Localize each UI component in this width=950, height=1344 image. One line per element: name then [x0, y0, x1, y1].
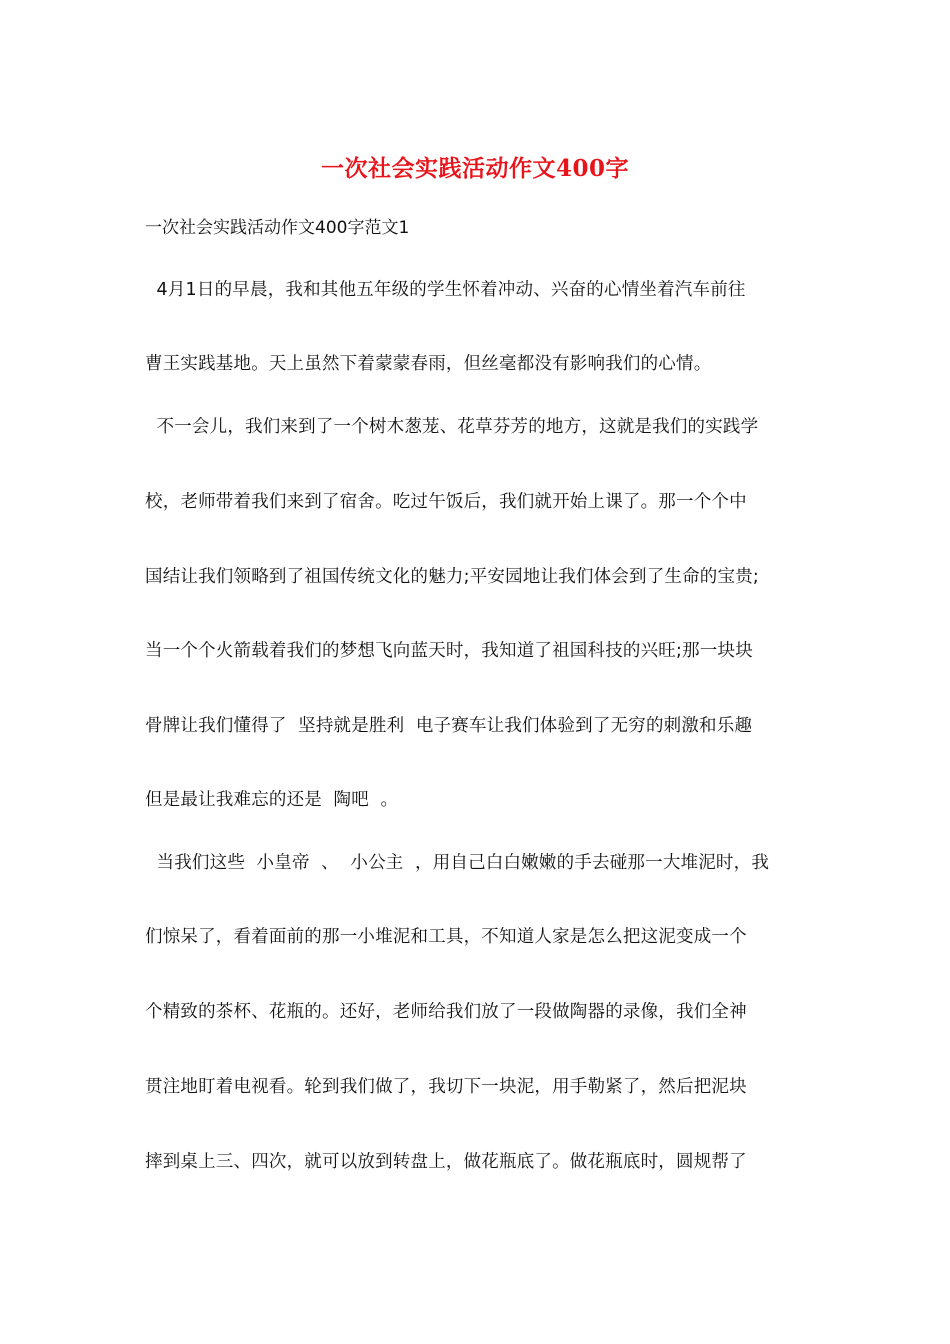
paragraph-line: 当我们这些 小皇帝 、 小公主 ，用自己白白嫩嫩的手去碰那一大堆泥时，我 — [145, 853, 770, 873]
document-subtitle: 一次社会实践活动作文400字范文1 — [145, 218, 410, 238]
paragraph-line: 当一个个火箭载着我们的梦想飞向蓝天时，我知道了祖国科技的兴旺;那一块块 — [145, 641, 753, 661]
paragraph-line: 贯注地盯着电视看。轮到我们做了，我切下一块泥，用手勒紧了，然后把泥块 — [145, 1077, 747, 1097]
paragraph-line: 个精致的茶杯、花瓶的。还好，老师给我们放了一段做陶器的录像，我们全神 — [145, 1002, 747, 1022]
paragraph-line: 摔到桌上三、四次，就可以放到转盘上，做花瓶底了。做花瓶底时，圆规帮了 — [145, 1152, 747, 1172]
paragraph-line: 国结让我们领略到了祖国传统文化的魅力;平安园地让我们体会到了生命的宝贵; — [145, 567, 759, 587]
document-title: 一次社会实践活动作文400字 — [320, 155, 629, 182]
paragraph-line: 校，老师带着我们来到了宿舍。吃过午饭后，我们就开始上课了。那一个个中 — [145, 492, 747, 512]
paragraph-line: 但是最让我难忘的还是 陶吧 。 — [145, 790, 399, 810]
paragraph-line: 4月1日的早晨，我和其他五年级的学生怀着冲动、兴奋的心情坐着汽车前往 — [145, 280, 746, 300]
paragraph-line: 骨牌让我们懂得了 坚持就是胜利 电子赛车让我们体验到了无穷的刺激和乐趣 — [145, 716, 753, 736]
paragraph-line: 们惊呆了，看着面前的那一小堆泥和工具，不知道人家是怎么把这泥变成一个 — [145, 927, 747, 947]
paragraph-line: 曹王实践基地。天上虽然下着蒙蒙春雨，但丝毫都没有影响我们的心情。 — [145, 354, 712, 374]
paragraph-line: 不一会儿，我们来到了一个树木葱茏、花草芬芳的地方，这就是我们的实践学 — [145, 417, 759, 437]
